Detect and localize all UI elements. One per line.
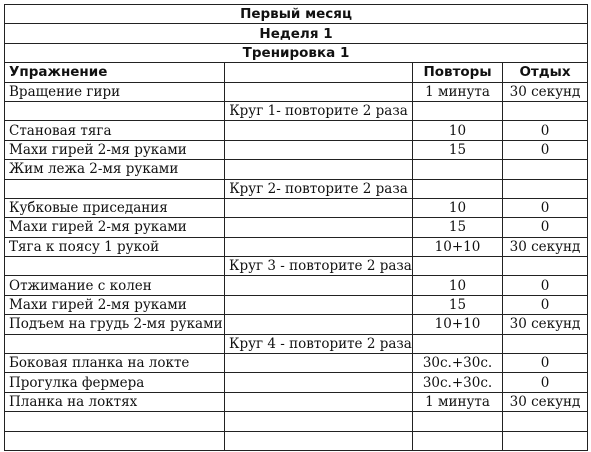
circuit-title: Круг 3 - повторите 2 раза: [225, 257, 413, 276]
table-row: [5, 140, 588, 159]
exercise-cell: Боковая планка на локте: [5, 354, 225, 373]
reps-cell: 10+10: [413, 315, 503, 334]
empty-cell: [225, 198, 413, 217]
reps-column-header: Повторы: [413, 63, 503, 82]
table-row: [5, 276, 588, 295]
empty-cell: [5, 179, 225, 198]
rest-cell: 0: [503, 295, 588, 314]
circuit-title-row: [5, 179, 588, 198]
reps-cell: 10: [413, 121, 503, 140]
empty-cell: [413, 431, 503, 450]
blank-column-header: [225, 63, 413, 82]
empty-cell: [503, 257, 588, 276]
empty-cell: [225, 354, 413, 373]
empty-cell: [5, 412, 225, 431]
empty-cell: [413, 257, 503, 276]
exercise-cell: Махи гирей 2-мя руками: [5, 218, 225, 237]
empty-cell: [413, 412, 503, 431]
rest-cell: 0: [503, 354, 588, 373]
reps-cell: 15: [413, 140, 503, 159]
circuit-title: Круг 1- повторите 2 раза: [225, 101, 413, 120]
rest-cell: 0: [503, 373, 588, 392]
exercise-cell: Махи гирей 2-мя руками: [5, 140, 225, 159]
table-row: [5, 315, 588, 334]
rest-cell: 0: [503, 276, 588, 295]
month-row: [5, 5, 588, 24]
empty-cell: [225, 295, 413, 314]
circuit-title-row: [5, 101, 588, 120]
reps-cell: 10: [413, 198, 503, 217]
exercise-column-header: Упражнение: [5, 63, 225, 82]
exercise-cell: Вращение гири: [5, 82, 225, 101]
rest-cell: 30 секунд: [503, 82, 588, 101]
workout-table: [4, 4, 588, 451]
month-title: Первый месяц: [5, 5, 588, 24]
reps-cell: 15: [413, 295, 503, 314]
reps-cell: 10: [413, 276, 503, 295]
empty-cell: [5, 431, 225, 450]
table-row: [5, 392, 588, 411]
empty-cell: [225, 121, 413, 140]
week-title: Неделя 1: [5, 24, 588, 43]
table-row: [5, 82, 588, 101]
reps-cell: 1 минута: [413, 392, 503, 411]
table-row: [5, 218, 588, 237]
table-row: [5, 198, 588, 217]
reps-cell: 30с.+30с.: [413, 373, 503, 392]
empty-row: [5, 431, 588, 450]
exercise-cell: Кубковые приседания: [5, 198, 225, 217]
empty-cell: [225, 315, 413, 334]
rest-cell: 30 секунд: [503, 237, 588, 256]
table-row: [5, 354, 588, 373]
empty-cell: [225, 431, 413, 450]
circuit-title: Круг 2- повторите 2 раза: [225, 179, 413, 198]
empty-cell: [225, 82, 413, 101]
exercise-cell: Становая тяга: [5, 121, 225, 140]
reps-cell: 30с.+30с.: [413, 354, 503, 373]
rest-cell: 0: [503, 140, 588, 159]
empty-cell: [503, 179, 588, 198]
rest-cell: 0: [503, 218, 588, 237]
rest-column-header: Отдых: [503, 63, 588, 82]
exercise-cell: Планка на локтях: [5, 392, 225, 411]
empty-cell: [413, 101, 503, 120]
rest-cell: 0: [503, 198, 588, 217]
table-row: [5, 237, 588, 256]
empty-cell: [5, 334, 225, 353]
table-row: [5, 295, 588, 314]
column-header-row: [5, 63, 588, 82]
empty-cell: [225, 140, 413, 159]
empty-cell: [503, 412, 588, 431]
workout-row: [5, 43, 588, 62]
rest-cell: [503, 160, 588, 179]
empty-cell: [413, 179, 503, 198]
empty-cell: [5, 101, 225, 120]
empty-cell: [225, 160, 413, 179]
empty-row: [5, 412, 588, 431]
empty-cell: [225, 237, 413, 256]
exercise-cell: Махи гирей 2-мя руками: [5, 295, 225, 314]
empty-cell: [225, 392, 413, 411]
empty-cell: [225, 412, 413, 431]
rest-cell: 30 секунд: [503, 392, 588, 411]
circuit-title: Круг 4 - повторите 2 раза: [225, 334, 413, 353]
empty-cell: [5, 257, 225, 276]
table-row: [5, 160, 588, 179]
exercise-cell: Отжимание с колен: [5, 276, 225, 295]
exercise-cell: Подъем на грудь 2-мя руками: [5, 315, 225, 334]
reps-cell: 10+10: [413, 237, 503, 256]
workout-title: Тренировка 1: [5, 43, 588, 62]
circuit-title-row: [5, 257, 588, 276]
reps-cell: 15: [413, 218, 503, 237]
week-row: [5, 24, 588, 43]
exercise-cell: Прогулка фермера: [5, 373, 225, 392]
exercise-cell: Тяга к поясу 1 рукой: [5, 237, 225, 256]
empty-cell: [503, 431, 588, 450]
empty-cell: [225, 218, 413, 237]
reps-cell: [413, 160, 503, 179]
rest-cell: 30 секунд: [503, 315, 588, 334]
empty-cell: [413, 334, 503, 353]
empty-cell: [503, 101, 588, 120]
exercise-cell: Жим лежа 2-мя руками: [5, 160, 225, 179]
empty-cell: [225, 373, 413, 392]
table-row: [5, 121, 588, 140]
empty-cell: [503, 334, 588, 353]
rest-cell: 0: [503, 121, 588, 140]
reps-cell: 1 минута: [413, 82, 503, 101]
empty-cell: [225, 276, 413, 295]
circuit-title-row: [5, 334, 588, 353]
table-row: [5, 373, 588, 392]
